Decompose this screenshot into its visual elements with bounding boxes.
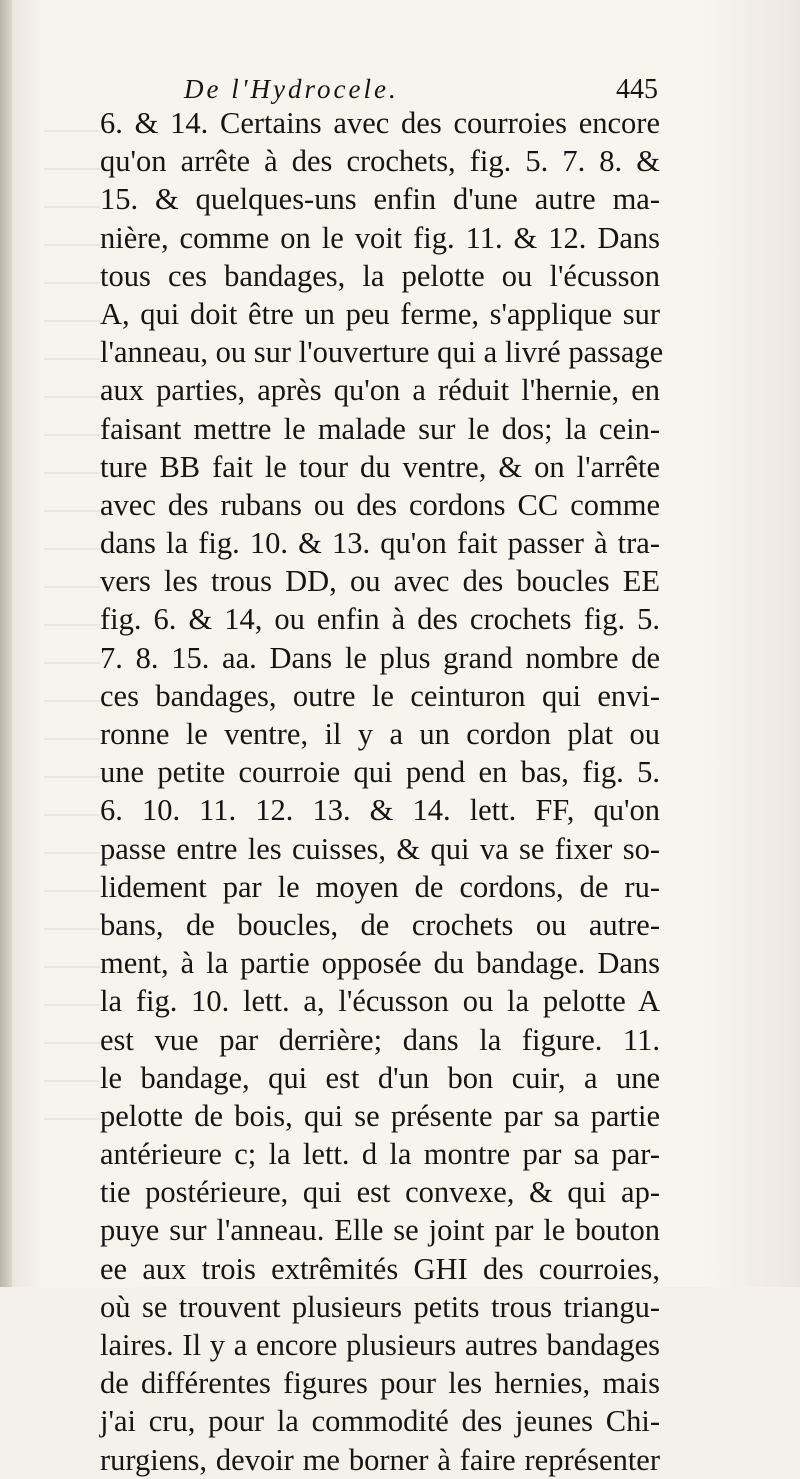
text-line: la fig. 10. lett. a, l'écusson ou la pelotte A — [100, 984, 660, 1019]
text-line: une petite courroie qui pend en bas, fig. 5. — [100, 755, 660, 790]
text-line: faisant mettre le malade sur le dos; la cein- — [100, 411, 660, 446]
text-line: passe entre les cuisses, & qui va se fixer so- — [100, 831, 660, 866]
text-line: le bandage, qui est d'un bon cuir, a une — [100, 1060, 660, 1095]
text-line: ee aux trois extrêmités GHI des courroies, — [100, 1251, 660, 1286]
text-line: ces bandages, outre le ceinturon qui envi- — [100, 678, 660, 713]
text-line: antérieure c; la lett. d la montre par sa par- — [100, 1137, 660, 1172]
text-line: puye sur l'anneau. Elle se joint par le bouton — [100, 1213, 660, 1248]
body-text — [100, 104, 664, 1479]
text-line: 7. 8. 15. aa. Dans le plus grand nombre de — [100, 640, 660, 675]
text-line: où se trouvent plusieurs petits trous triangu- — [100, 1289, 660, 1324]
text-line: est vue par derrière; dans la figure. 11. — [100, 1022, 660, 1057]
text-line: de différentes figures pour les hernies, mais — [100, 1366, 660, 1401]
text-line: avec des rubans ou des cordons CC comme — [100, 487, 660, 522]
text-line: qu'on arrête à des crochets, fig. 5. 7. 8. & — [100, 144, 660, 179]
running-title: De l'Hydrocele. — [184, 74, 399, 104]
text-line: 6. 10. 11. 12. 13. & 14. lett. FF, qu'on — [100, 793, 660, 828]
text-line: nière, comme on le voit fig. 11. & 12. Dans — [100, 220, 660, 255]
text-line: laires. Il y a encore plusieurs autres bandages — [100, 1328, 660, 1362]
text-line: lidement par le moyen de cordons, de ru- — [100, 869, 660, 904]
text-line: vers les trous DD, ou avec des boucles EE — [100, 564, 660, 599]
text-line: rurgiens, devoir me borner à faire représenter — [100, 1442, 660, 1477]
bleed-through-shadow — [44, 130, 100, 1130]
book-spine-shadow — [0, 0, 12, 1287]
page-number: 445 — [616, 74, 658, 105]
text-line: l'anneau, ou sur l'ouverture qui a livré passage — [100, 335, 664, 370]
text-line: tous ces bandages, la pelotte ou l'écusson — [100, 258, 660, 293]
text-line: pelotte de bois, qui se présente par sa partie — [100, 1098, 660, 1133]
text-line: dans la fig. 10. & 13. qu'on fait passer à tra- — [100, 526, 660, 561]
text-line: ture BB fait le tour du ventre, & on l'arrête — [100, 449, 660, 484]
text-line: bans, de boucles, de crochets ou autre- — [100, 907, 660, 942]
text-line: fig. 6. & 14, ou enfin à des crochets fig. 5. — [100, 602, 660, 637]
text-line: aux parties, après qu'on a réduit l'hernie, en — [100, 373, 660, 408]
text-line: ronne le ventre, il y a un cordon plat ou — [100, 717, 660, 751]
text-line: ment, à la partie opposée du bandage. Dans — [100, 946, 660, 981]
text-line: 6. & 14. Certains avec des courroies encore — [100, 106, 660, 140]
text-line: j'ai cru, pour la commodité des jeunes Chi- — [100, 1404, 660, 1439]
text-line: A, qui doit être un peu ferme, s'applique sur — [100, 296, 660, 331]
text-line: 15. & quelques-uns enfin d'une autre ma- — [100, 182, 660, 217]
text-line: tie postérieure, qui est convexe, & qui ap- — [100, 1175, 660, 1210]
